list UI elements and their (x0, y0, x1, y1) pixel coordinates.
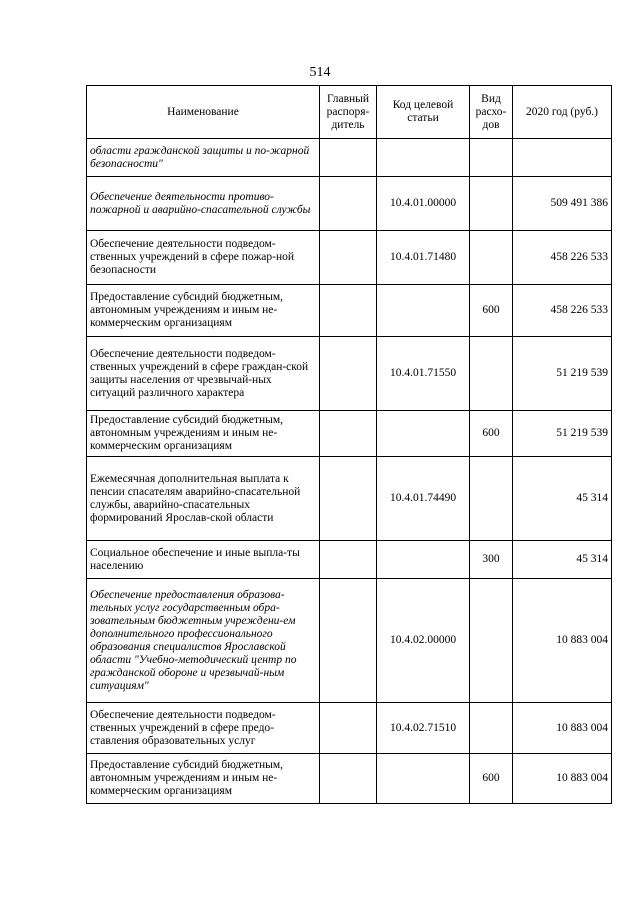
row-target-code (377, 411, 470, 457)
row-name: Обеспечение деятельности подведом-ственных учреждений в сфере пожар-ной безопасности (87, 231, 320, 285)
row-expense-type (470, 579, 513, 703)
row-main-administrator (320, 579, 377, 703)
row-target-code: 10.4.02.00000 (377, 579, 470, 703)
row-amount: 45 314 (513, 541, 612, 579)
row-name: Обеспечение деятельности подведом-ственных учреждений в сфере предо-ставления образовательных услуг (87, 703, 320, 754)
row-expense-type (470, 139, 513, 177)
row-main-administrator (320, 139, 377, 177)
row-expense-type: 600 (470, 754, 513, 804)
row-target-code (377, 285, 470, 337)
table-row (87, 541, 612, 579)
row-expense-type (470, 177, 513, 231)
table-row (87, 337, 612, 411)
row-name: области гражданской защиты и по-жарной безопасности" (87, 139, 320, 177)
row-name: Ежемесячная дополнительная выплата к пенсии спасателям аварийно-спасательной службы, аварийно-спасательных формирований Ярослав-ской области (87, 457, 320, 541)
row-amount: 458 226 533 (513, 231, 612, 285)
header-year-amount: 2020 год (руб.) (513, 86, 612, 139)
budget-table (86, 85, 612, 804)
table-row (87, 177, 612, 231)
table-header-row (87, 86, 612, 139)
header-target-code: Код целевой статьи (377, 86, 470, 139)
row-amount: 10 883 004 (513, 754, 612, 804)
row-target-code (377, 754, 470, 804)
row-amount: 51 219 539 (513, 337, 612, 411)
row-main-administrator (320, 177, 377, 231)
row-expense-type (470, 703, 513, 754)
page-number: 514 (309, 65, 331, 80)
row-main-administrator (320, 754, 377, 804)
row-name: Социальное обеспечение и иные выпла-ты населению (87, 541, 320, 579)
table-row (87, 457, 612, 541)
table-row (87, 231, 612, 285)
row-name: Обеспечение предоставления образова-тельных услуг государственным обра-зовательным бюджетным учреждени-ем дополнительного профессионального образования специалистов Ярославской области "Учебно-методический центр по гражданской обороне и чрезвычай-ным ситуациям" (87, 579, 320, 703)
row-name: Предоставление субсидий бюджетным, автономным учреждениям и иным не-коммерческим организациям (87, 285, 320, 337)
row-target-code (377, 139, 470, 177)
header-main-administrator: Главный распоря-дитель (320, 86, 377, 139)
row-target-code: 10.4.01.74490 (377, 457, 470, 541)
table-row (87, 703, 612, 754)
row-main-administrator (320, 411, 377, 457)
row-name: Обеспечение деятельности подведом-ственных учреждений в сфере граждан-ской защиты населения от чрезвычай-ных ситуаций различного характера (87, 337, 320, 411)
row-name: Предоставление субсидий бюджетным, автономным учреждениям и иным не-коммерческим организациям (87, 754, 320, 804)
table-row (87, 285, 612, 337)
row-expense-type: 300 (470, 541, 513, 579)
row-expense-type (470, 231, 513, 285)
row-name: Обеспечение деятельности противо-пожарной и аварийно-спасательной службы (87, 177, 320, 231)
row-main-administrator (320, 703, 377, 754)
row-main-administrator (320, 541, 377, 579)
row-target-code: 10.4.01.00000 (377, 177, 470, 231)
row-main-administrator (320, 337, 377, 411)
row-target-code: 10.4.02.71510 (377, 703, 470, 754)
header-name: Наименование (87, 86, 320, 139)
row-name: Предоставление субсидий бюджетным, автономным учреждениям и иным не-коммерческим организациям (87, 411, 320, 457)
row-target-code: 10.4.01.71480 (377, 231, 470, 285)
row-expense-type: 600 (470, 411, 513, 457)
row-target-code (377, 541, 470, 579)
row-expense-type: 600 (470, 285, 513, 337)
row-amount: 509 491 386 (513, 177, 612, 231)
row-amount: 10 883 004 (513, 703, 612, 754)
row-amount: 458 226 533 (513, 285, 612, 337)
table-row (87, 754, 612, 804)
row-main-administrator (320, 457, 377, 541)
row-expense-type (470, 337, 513, 411)
row-main-administrator (320, 231, 377, 285)
row-amount: 45 314 (513, 457, 612, 541)
row-main-administrator (320, 285, 377, 337)
row-target-code: 10.4.01.71550 (377, 337, 470, 411)
row-amount: 10 883 004 (513, 579, 612, 703)
row-amount (513, 139, 612, 177)
table-row (87, 411, 612, 457)
table-row (87, 139, 612, 177)
row-expense-type (470, 457, 513, 541)
header-expense-type: Вид расхо-дов (470, 86, 513, 139)
table-row (87, 579, 612, 703)
row-amount: 51 219 539 (513, 411, 612, 457)
